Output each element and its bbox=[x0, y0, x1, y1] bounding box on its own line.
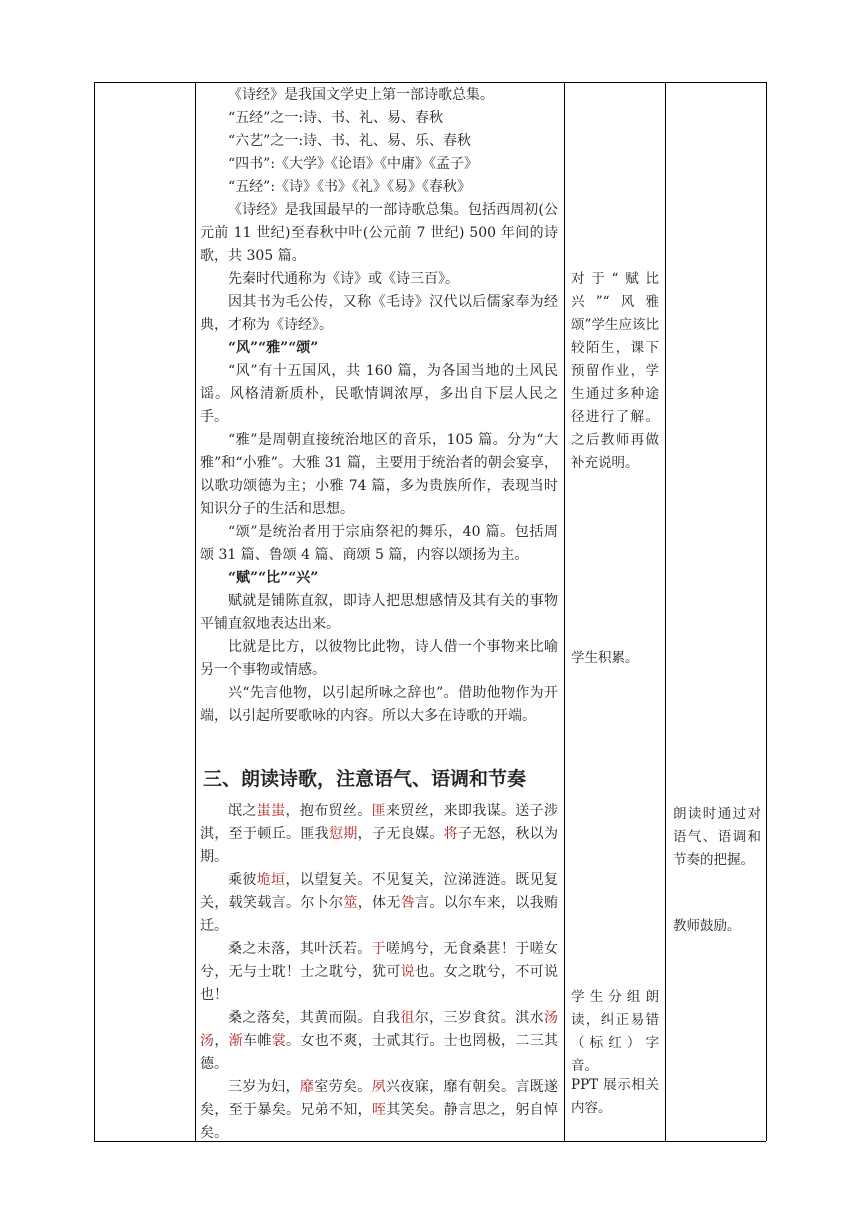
paragraph-shijing-range: 《诗经》是我国最早的一部诗歌总集。包括西周初(公元前 11 世纪)至春秋中叶(公元前 7 世纪) 500 年间的诗歌，共 305 篇。 bbox=[200, 202, 558, 264]
table-border-right bbox=[766, 82, 767, 1141]
paragraph-ya: “雅”是周朝直接统治地区的音乐，105 篇。分为“大雅”和“小雅”。大雅 31 篇，主要用于统治者的朝会宴享，以歌功颂德为主；小雅 74 篇，多为贵族所作，表现当时知识分子的生活和思想。 bbox=[200, 432, 558, 517]
poem-stanza-2: 乘彼垝垣，以望复关。不见复关，泣涕涟涟。既见复关，载笑载言。尔卜尔筮，体无咎言。以尔车来，以我贿迁。 bbox=[200, 872, 559, 934]
paragraph-fu: 赋就是铺陈直叙，即诗人把思想感情及其有关的事物平铺直叙地表达出来。 bbox=[200, 593, 558, 632]
table-border-left bbox=[94, 82, 95, 1141]
paragraph-wujing-2: “五经”:《诗》《书》《礼》《易》《春秋》 bbox=[228, 179, 472, 195]
paragraph-maoshi: 因其书为毛公传，又称《毛诗》汉代以后儒家奉为经典，才称为《诗经》。 bbox=[200, 294, 558, 333]
table-border-col2 bbox=[564, 82, 565, 1141]
content-column bbox=[200, 84, 558, 728]
paragraph-liuyi: “六艺”之一:诗、书、礼、易、乐、春秋 bbox=[228, 133, 472, 149]
poem-stanza-3: 桑之未落，其叶沃若。于嗟鸠兮，无食桑葚！于嗟女兮，无与士耽！士之耽兮，犹可说也。女之耽兮，不可说也！ bbox=[200, 941, 559, 1003]
student-activity-note-2: 学生积累。 bbox=[571, 650, 639, 666]
paragraph-song: “颂”是统治者用于宗庙祭祀的舞乐，40 篇。包括周颂 31 篇、鲁颂 4 篇、商颂 5 篇，内容以颂扬为主。 bbox=[200, 524, 558, 563]
poem-stanza-5: 三岁为妇，靡室劳矣。夙兴夜寐，靡有朝矣。言既遂矣，至于暴矣。兄弟不知，咥其笑矣。静言思之，躬自悼矣。 bbox=[200, 1079, 559, 1141]
paragraph-xing: 兴“先言他物，以引起所咏之辞也”。借助他物作为开端，以引起所要歌咏的内容。所以大多在诗歌的开端。 bbox=[200, 685, 558, 724]
student-activity-note-1: 对于“赋比兴”“风雅颂”学生应该比较陌生，课下预留作业，学生通过多种途径进行了解。之后教师再做补充说明。 bbox=[571, 271, 659, 471]
student-activity-note-4: PPT 展示相关内容。 bbox=[571, 1077, 659, 1116]
paragraph-intro: 《诗经》是我国文学史上第一部诗歌总集。 bbox=[228, 87, 494, 103]
paragraph-shi-sanbai: 先秦时代通称为《诗》或《诗三百》。 bbox=[228, 271, 459, 287]
poem-stanza-1: 氓之蚩蚩，抱布贸丝。匪来贸丝，来即我谋。送子涉淇，至于顿丘。匪我愆期，子无良媒。将子无怒，秋以为期。 bbox=[200, 803, 559, 865]
paragraph-wujing-1: “五经”之一:诗、书、礼、易、春秋 bbox=[228, 110, 444, 126]
table-border-col3 bbox=[665, 82, 666, 1141]
paragraph-bi: 比就是比方，以彼物比此物，诗人借一个事物来比喻另一个事物或情感。 bbox=[200, 639, 558, 678]
subheading-fu-bi-xing: “赋”“比”“兴” bbox=[228, 570, 319, 586]
paragraph-feng: “风”有十五国风，共 160 篇，为各国当地的土风民谣。风格清新质朴，民歌情调浓厚，多出自下层人民之手。 bbox=[200, 363, 558, 425]
poem-stanza-4: 桑之落矣，其黄而陨。自我徂尔，三岁食贫。淇水汤汤，渐车帷裳。女也不爽，士贰其行。士也罔极，二三其德。 bbox=[200, 1010, 559, 1072]
subheading-feng-ya-song: “风”“雅”“颂” bbox=[228, 340, 319, 356]
section-title: 三、朗读诗歌，注意语气、语调和节奏 bbox=[203, 768, 527, 790]
poem-text bbox=[200, 800, 558, 1145]
design-intent-note-1: 朗读时通过对语气、语调和节奏的把握。 bbox=[673, 806, 761, 868]
paragraph-sishu: “四书”:《大学》《论语》《中庸》《孟子》 bbox=[228, 156, 479, 172]
design-intent-note-2: 教师鼓励。 bbox=[673, 918, 741, 934]
table-border-col1 bbox=[195, 82, 196, 1141]
student-activity-note-3: 学生分组朗读，纠正易错（标红）字音。 bbox=[571, 989, 659, 1074]
